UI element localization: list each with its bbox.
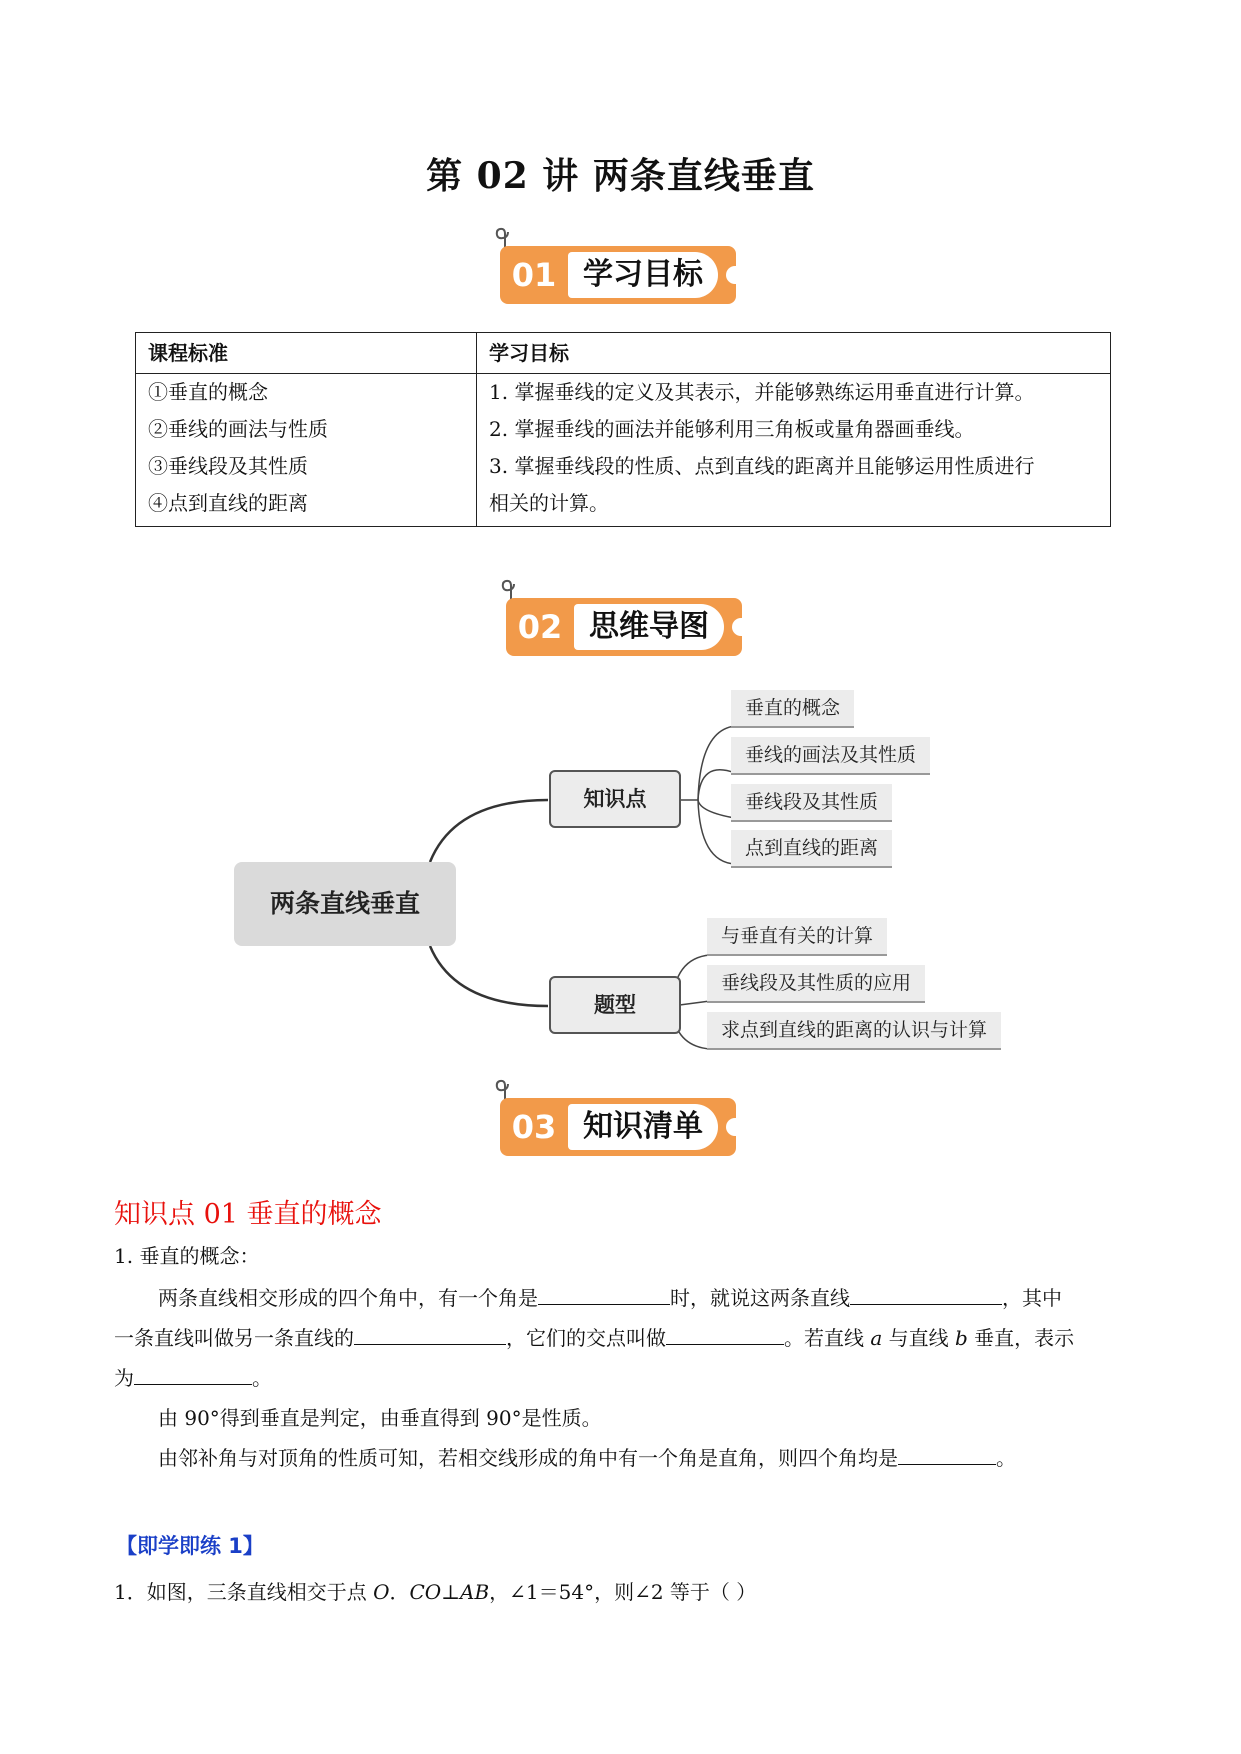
knowledge-paragraph-1 (158, 1278, 1138, 1318)
text-segment: 时，就说这两条直线 (670, 1286, 850, 1310)
segment-ab: AB (460, 1580, 490, 1604)
text-segment: ，其中 (1002, 1286, 1062, 1310)
mindmap-leaf: 点到直线的距离 (731, 830, 892, 868)
text-segment: ，∠1＝54°，则∠2 等于（ ） (489, 1580, 757, 1604)
standard-item: ①垂直的概念 (148, 380, 268, 404)
knowledge-paragraph-2 (114, 1318, 1134, 1358)
standard-item: ②垂线的画法与性质 (148, 417, 328, 441)
fill-blank (538, 1282, 670, 1305)
text-segment: 两条直线相交形成的四个角中，有一个角是 (158, 1286, 538, 1310)
objective-item: 1. 掌握垂线的定义及其表示，并能够熟练运用垂直进行计算。 (489, 380, 1035, 404)
table-header-objectives: 学习目标 (477, 333, 1111, 374)
text-segment: 由邻补角与对顶角的性质可知，若相交线形成的角中有一个角是直角，则四个角均是 (158, 1446, 898, 1470)
mindmap-leaf: 与垂直有关的计算 (707, 918, 887, 956)
text-segment: 1．如图，三条直线相交于点 (114, 1580, 374, 1604)
knowledge-item-title: 1. 垂直的概念： (114, 1244, 260, 1268)
practice-heading: 【即学即练 1】 (116, 1534, 264, 1558)
mindmap-branch-knowledge: 知识点 (549, 770, 681, 828)
section-label: 知识清单 (568, 1104, 718, 1150)
variable-b: b (955, 1326, 968, 1350)
section-label: 学习目标 (568, 252, 718, 298)
perpendicular-symbol: ⊥ (441, 1580, 461, 1604)
text-segment: 。 (996, 1446, 1016, 1470)
standard-item: ③垂线段及其性质 (148, 454, 308, 478)
fill-blank (850, 1282, 1002, 1305)
text-segment: 。 (252, 1366, 272, 1390)
mindmap-leaf: 求点到直线的距离的认识与计算 (707, 1012, 1001, 1050)
section-number: 01 (511, 256, 557, 294)
knowledge-paragraph-5 (158, 1438, 1016, 1478)
text-segment: 垂直，表示 (967, 1326, 1075, 1350)
point-o: O (373, 1580, 390, 1604)
section-label: 思维导图 (574, 604, 724, 650)
fill-blank (354, 1322, 506, 1345)
table-header-standards: 课程标准 (136, 333, 477, 374)
objective-item: 2. 掌握垂线的画法并能够利用三角板或量角器画垂线。 (489, 417, 975, 441)
section-badge-knowledge (500, 1090, 740, 1156)
mindmap-leaf: 垂线的画法及其性质 (731, 737, 930, 775)
knowledge-paragraph-4: 由 90°得到垂直是判定，由垂直得到 90°是性质。 (158, 1406, 602, 1430)
knowledge-point-heading: 知识点 01 垂直的概念 (114, 1199, 382, 1230)
knowledge-paragraph-3 (114, 1358, 272, 1398)
mindmap-leaf: 垂线段及其性质 (731, 784, 892, 822)
mindmap-center-node: 两条直线垂直 (234, 862, 456, 946)
section-number: 02 (517, 608, 563, 646)
text-segment: 为 (114, 1366, 134, 1390)
mindmap-branch-types: 题型 (549, 976, 681, 1034)
objective-item: 相关的计算。 (489, 491, 609, 515)
fill-blank (666, 1322, 784, 1345)
page-title: 第 02 讲 两条直线垂直 (426, 155, 815, 197)
segment-co: CO (409, 1580, 442, 1604)
mindmap-leaf: 垂直的概念 (731, 690, 854, 728)
fill-blank (898, 1442, 996, 1465)
text-segment: 与直线 (882, 1326, 956, 1350)
section-number: 03 (511, 1108, 557, 1146)
text-segment: ，它们的交点叫做 (506, 1326, 666, 1350)
practice-question-1 (114, 1572, 756, 1612)
objective-item: 3. 掌握垂线段的性质、点到直线的距离并且能够运用性质进行 (489, 454, 1035, 478)
mindmap-leaf: 垂线段及其性质的应用 (707, 965, 925, 1003)
variable-a: a (870, 1326, 883, 1350)
text-segment: 一条直线叫做另一条直线的 (114, 1326, 354, 1350)
fill-blank (134, 1362, 252, 1385)
text-segment: 。若直线 (784, 1326, 871, 1350)
standard-item: ④点到直线的距离 (148, 491, 308, 515)
text-segment: ． (389, 1580, 410, 1604)
